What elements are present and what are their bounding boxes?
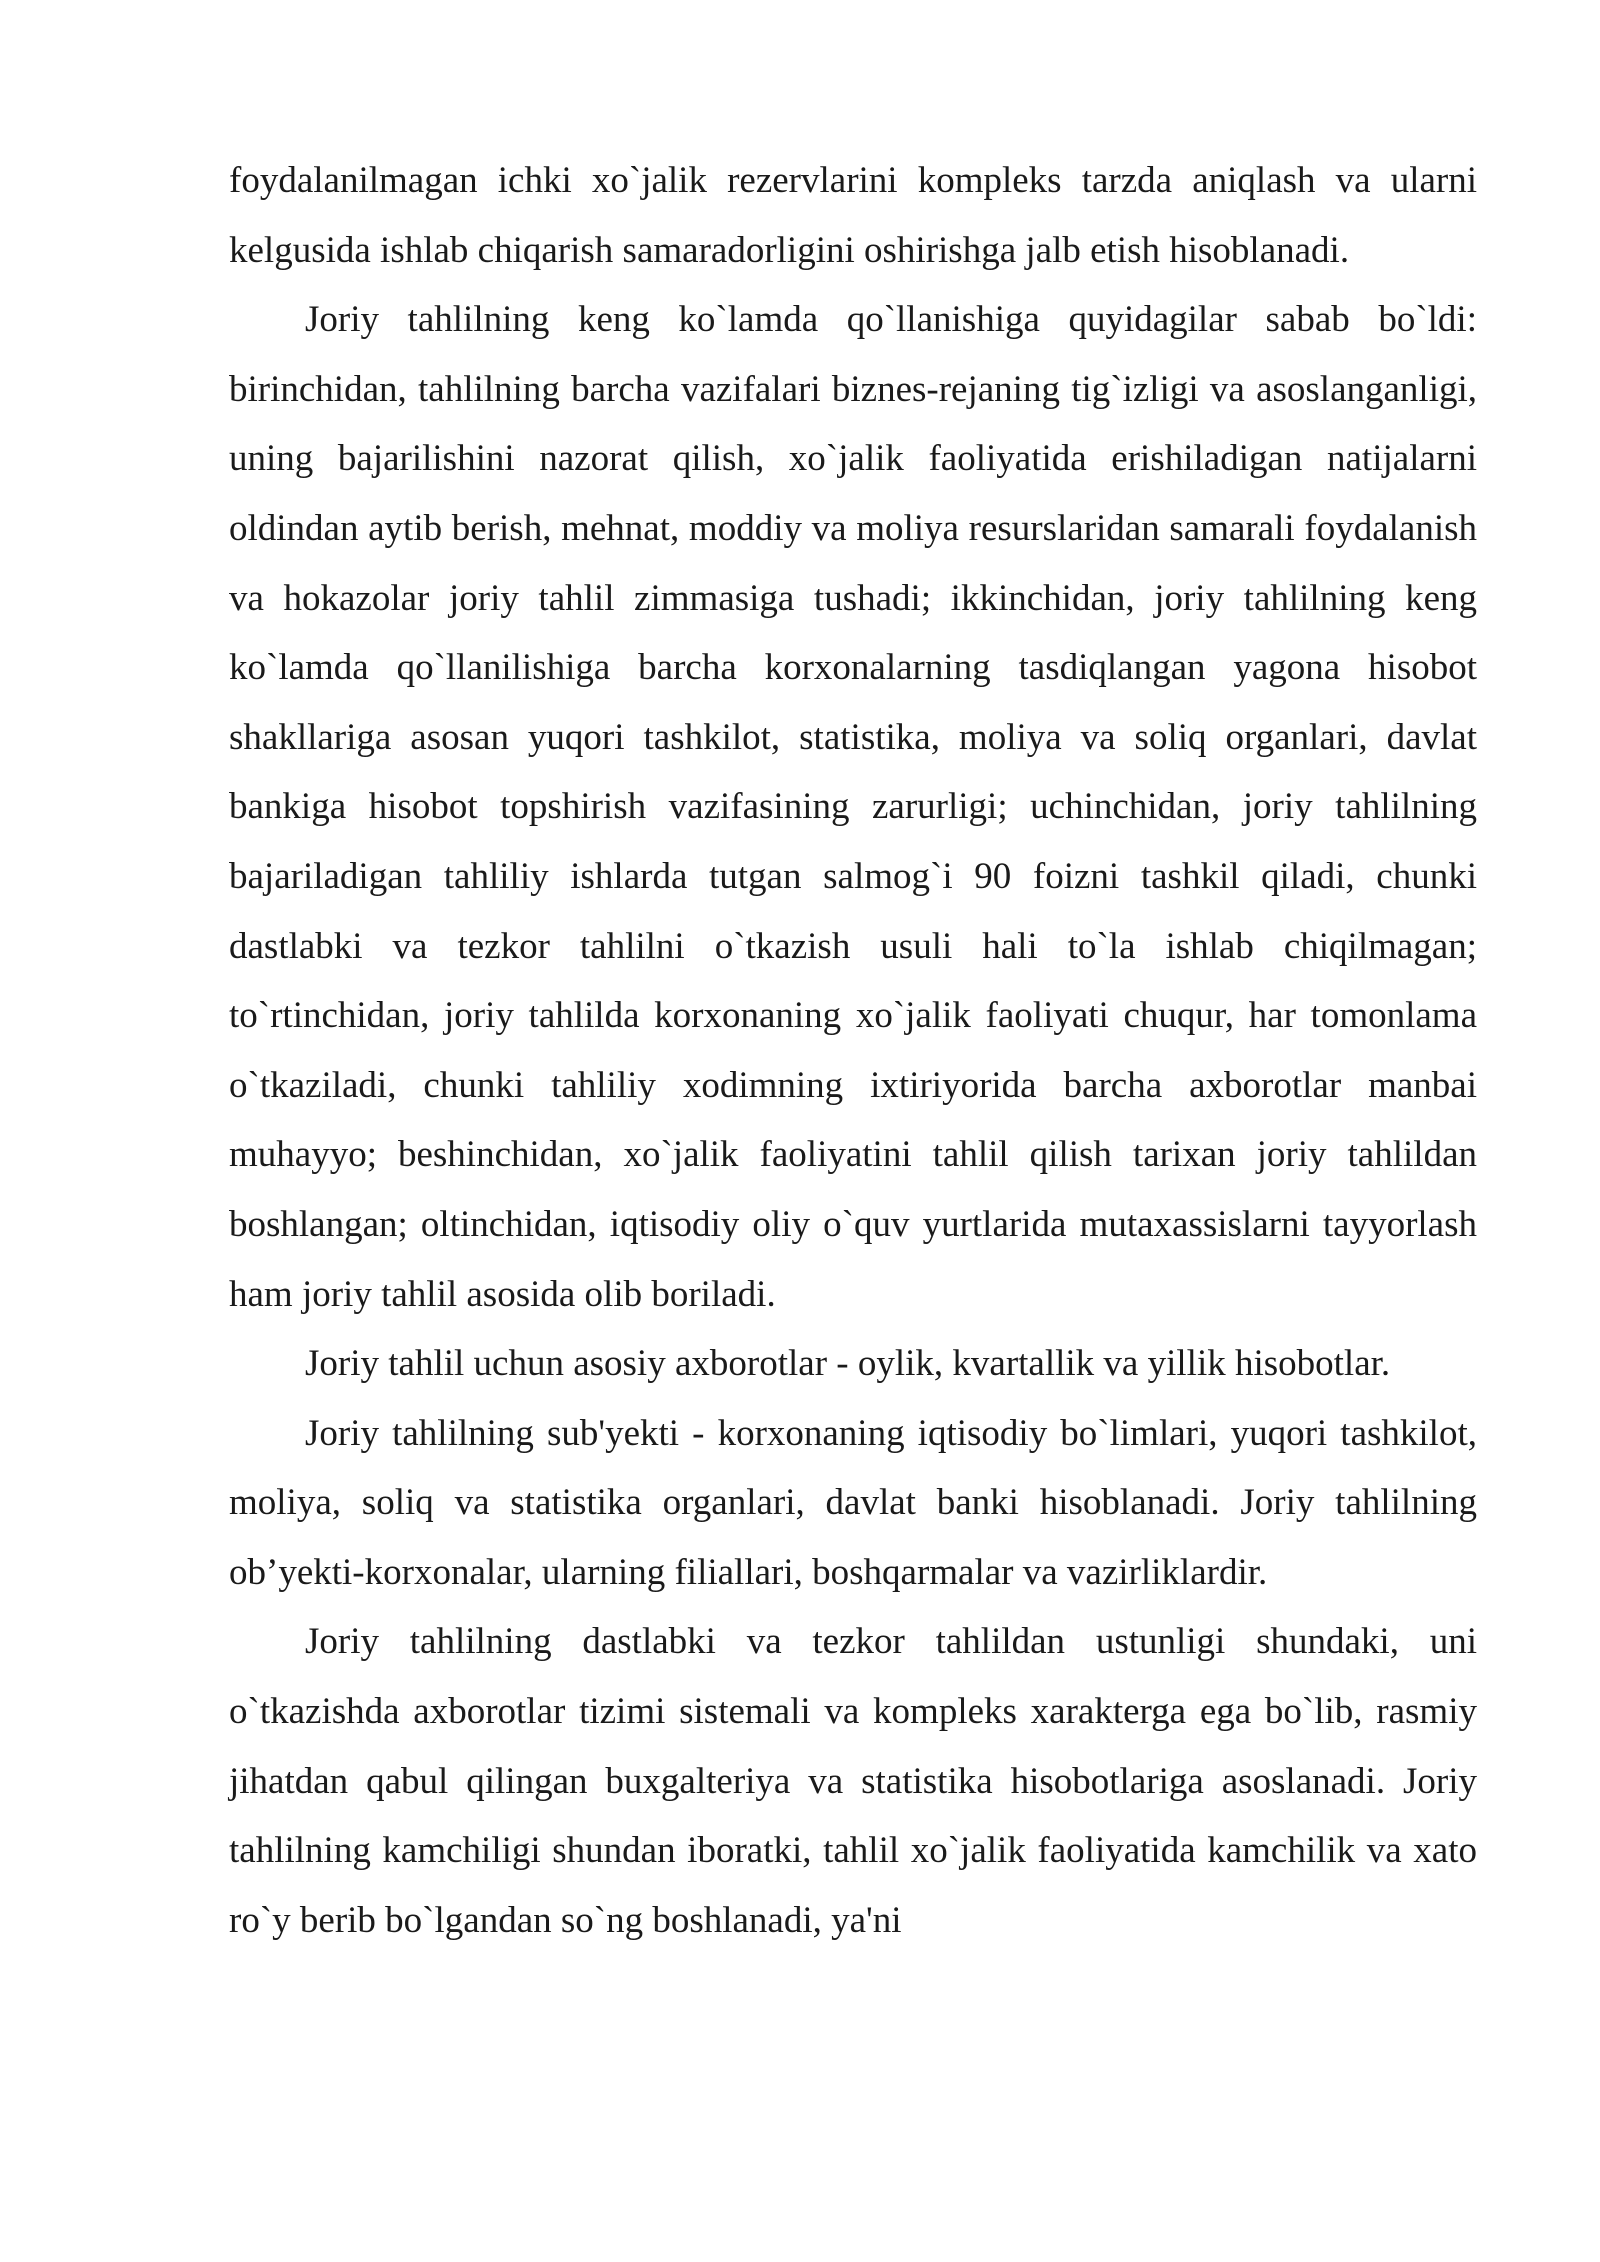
paragraph-reasons: Joriy tahlilning keng ko`lamda qo`llanishiga quyidagilar sabab bo`ldi: birinchidan, tahlilning barcha vazifalari biznes-rejaning tig`izligi va asoslanganligi, uning bajarilishini nazorat qilish, xo`jalik faoliyatida erishiladigan natijalarni oldindan aytib berish, mehnat, moddiy va moliya resurslaridan samarali foydalanish va hokazolar joriy tahlil zimmasiga tushadi; ikkinchidan, joriy tahlilning keng ko`lamda qo`llanilishiga barcha korxonalarning tasdiqlangan yagona hisobot shakllariga asosan yuqori tashkilot, statistika, moliya va soliq organlari, davlat bankiga hisobot topshirish vazifasining zarurligi; uchinchidan, joriy tahlilning bajariladigan tahliliy ishlarda tutgan salmog`i 90 foizni tashkil qiladi, chunki dastlabki va tezkor tahlilni o`tkazish usuli hali to`la ishlab chiqilmagan; to`rtinchidan, joriy tahlilda korxonaning xo`jalik faoliyati chuqur, har tomonlama o`tkaziladi, chunki tahliliy xodimning ixtiriyorida barcha axborotlar manbai muhayyo; beshinchidan, xo`jalik faoliyatini tahlil qilish tarixan joriy tahlildan boshlangan; oltinchidan, iqtisodiy oliy o`quv yurtlarida mutaxassislarni tayyorlash ham joriy tahlil asosida olib boriladi. (229, 299, 1477, 1315)
paragraph-continuation: foydalanilmagan ichki xo`jalik rezervlarini kompleks tarzda aniqlash va ularni kelgusida ishlab chiqarish samaradorligini oshirishga jalb etish hisoblanadi. (229, 160, 1477, 271)
page-body-text (229, 146, 1477, 1955)
paragraph-subject-object: Joriy tahlilning sub'yekti - korxonaning iqtisodiy bo`limlari, yuqori tashkilot, moliya, soliq va statistika organlari, davlat banki hisoblanadi. Joriy tahlilning ob’yekti-korxonalar, ularning filiallari, boshqarmalar va vazirliklardir. (229, 1412, 1477, 1593)
paragraph-advantages: Joriy tahlilning dastlabki va tezkor tahlildan ustunligi shundaki, uni o`tkazishda axborotlar tizimi sistemali va kompleks xarakterga ega bo`lib, rasmiy jihatdan qabul qilingan buxgalteriya va statistika hisobotlariga asoslanadi. Joriy tahlilning kamchiligi shundan iboratki, tahlil xo`jalik faoliyatida kamchilik va xato ro`y berib bo`lgandan so`ng boshlanadi, ya'ni (229, 1621, 1477, 1941)
paragraph-information-sources: Joriy tahlil uchun asosiy axborotlar - oylik, kvartallik va yillik hisobotlar. (305, 1343, 1391, 1385)
